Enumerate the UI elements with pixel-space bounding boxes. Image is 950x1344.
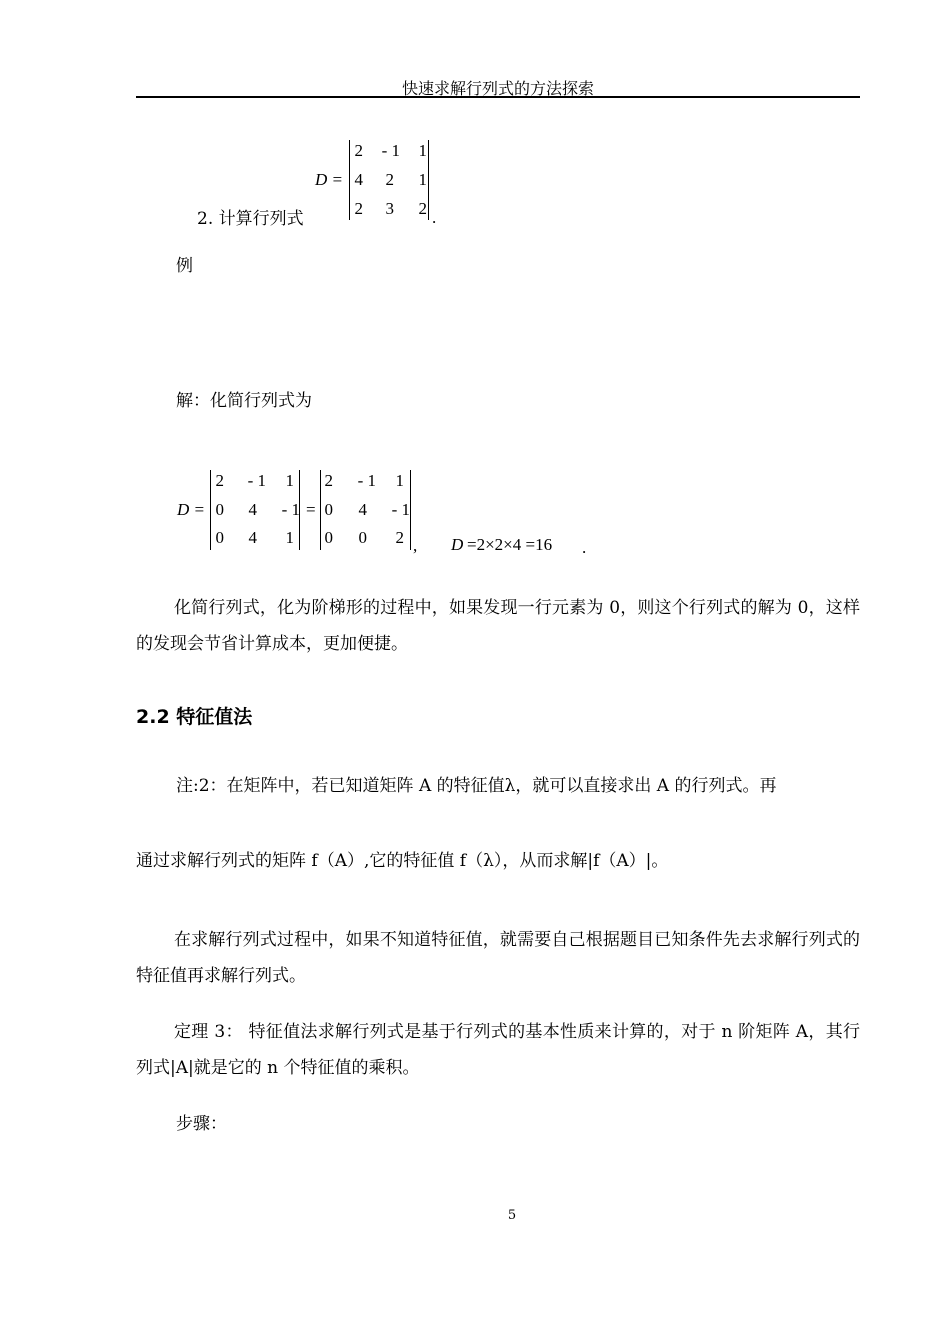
- matrix-cell: 0: [358, 528, 367, 547]
- determinant-lhs: D =: [315, 170, 343, 189]
- note-line-1: 注:2：在矩阵中，若已知道矩阵 A 的特征值λ，就可以直接求出 A 的行列式。再: [176, 776, 777, 796]
- matrix-cell: 0: [215, 528, 224, 547]
- matrix-cell: - 1: [381, 141, 400, 160]
- result-variable: D: [451, 535, 464, 554]
- example-label: 2. 计算行列式: [197, 209, 304, 229]
- solution-intro: 解：化简行列式为: [176, 391, 312, 411]
- matrix-cell: 1: [395, 471, 404, 490]
- header-rule: [136, 96, 860, 98]
- page-number: 5: [507, 1208, 517, 1223]
- matrix-cell: 0: [215, 500, 224, 519]
- matrix-cell: 2: [324, 471, 333, 490]
- matrix-cell: 4: [354, 170, 363, 189]
- equals-sign: =: [306, 500, 316, 519]
- matrix-cell: 2: [385, 170, 394, 189]
- matrix-cell: 4: [358, 500, 367, 519]
- matrix-cell: 1: [418, 141, 427, 160]
- matrix-cell: 2: [354, 141, 363, 160]
- matrix-cell: 2: [215, 471, 224, 490]
- page-header-title: 快速求解行列式的方法探索: [401, 79, 594, 98]
- matrix-cell: - 1: [357, 471, 376, 490]
- matrix-cell: 3: [385, 199, 394, 218]
- solution-lhs: D =: [177, 500, 205, 519]
- determinant-bar-right: [428, 140, 429, 220]
- section-heading: 2.2 特征值法: [136, 706, 253, 728]
- example-word: 例: [176, 256, 193, 276]
- example-end-period: .: [432, 208, 437, 227]
- steps-label: 步骤：: [176, 1114, 227, 1134]
- matrix-cell: 1: [418, 170, 427, 189]
- matrix-cell: 0: [324, 500, 333, 519]
- matrix-cell: 4: [248, 528, 257, 547]
- solution-comma: ,: [413, 536, 418, 555]
- matrix-cell: 2: [354, 199, 363, 218]
- theorem-3: 定理 3： 特征值法求解行列式是基于行列式的基本性质来计算的，对于 n 阶矩阵 A，其行列式|A|就是它的 n 个特征值的乘积。: [136, 1022, 860, 1078]
- matrix-cell: - 1: [391, 500, 410, 519]
- matrix-cell: 0: [324, 528, 333, 547]
- paragraph-simplify: 化简行列式，化为阶梯形的过程中，如果发现一行元素为 0，则这个行列式的解为 0，这样的发现会节省计算成本，更加便捷。: [136, 598, 860, 654]
- matrix-cell: - 1: [247, 471, 266, 490]
- matrix-cell: 4: [248, 500, 257, 519]
- matrix-cell: 2: [395, 528, 404, 547]
- note-line-2: 通过求解行列式的矩阵 f（A）,它的特征值 f（λ），从而求解|f（A）|。: [136, 851, 669, 871]
- matrix-cell: - 1: [281, 500, 300, 519]
- matrix-cell: 1: [285, 471, 294, 490]
- matrix-cell: 2: [418, 199, 427, 218]
- result-end-period: .: [582, 538, 587, 557]
- paragraph-eigen-unknown: 在求解行列式过程中，如果不知道特征值，就需要自己根据题目已知条件先去求解行列式的特征值再求解行列式。: [136, 930, 860, 986]
- result-expression: =2×2×4 =16: [467, 535, 553, 554]
- matrix-b-bar-right: [410, 470, 411, 550]
- matrix-cell: 1: [285, 528, 294, 547]
